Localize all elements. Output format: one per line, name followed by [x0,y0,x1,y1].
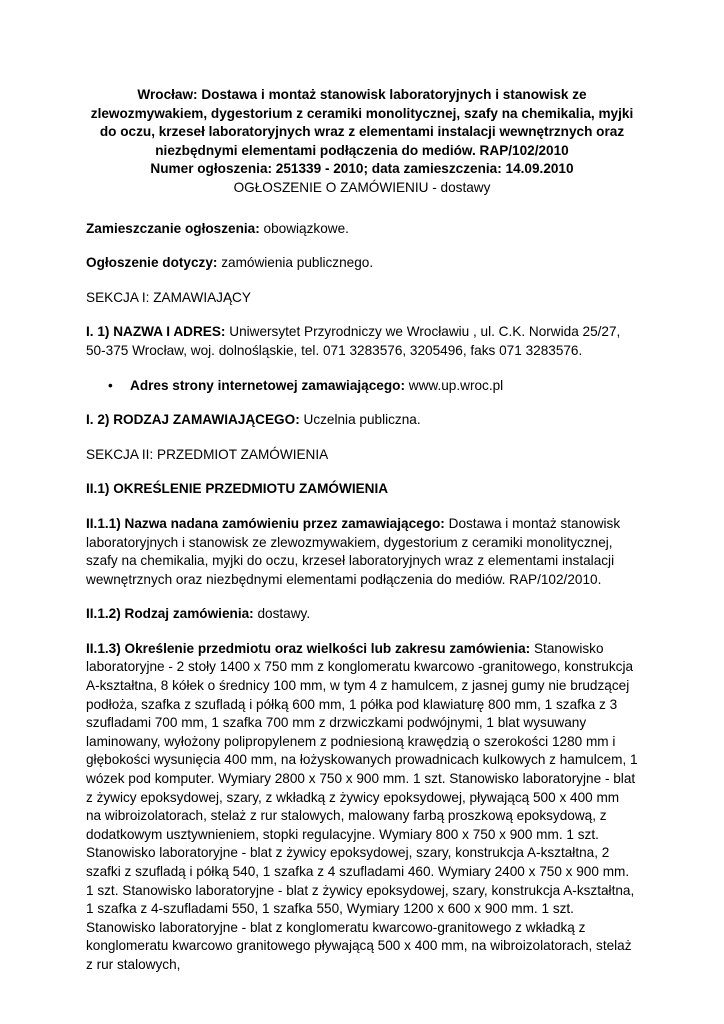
order-name-field [86,515,638,589]
website-label: Adres strony internetowej zamawiającego: [130,377,405,393]
order-scope-field [86,640,638,975]
website-value[interactable]: www.up.wroc.pl [404,377,504,393]
subject-heading [86,480,638,499]
website-item [86,377,638,396]
document-header [86,86,638,198]
order-type-field [86,605,638,624]
order-scope-label: II.1.3) Określenie przedmiotu oraz wielkości lub zakresu zamówienia: [86,640,531,656]
subject-heading-text: II.1) OKREŚLENIE PRZEDMIOTU ZAMÓWIENIA [86,481,389,497]
concerns-value: zamówienia publicznego. [217,255,374,271]
concerns-field [86,254,638,273]
section-1-heading: SEKCJA I: ZAMAWIAJĄCY [86,289,251,305]
buyer-type-label: I. 2) RODZAJ ZAMAWIAJĄCEGO: [86,412,300,428]
name-address-label: I. 1) NAZWA I ADRES: [86,324,226,340]
order-type-value: dostawy. [253,606,311,622]
buyer-type-value: Uczelnia publiczna. [299,412,421,428]
concerns-label: Ogłoszenie dotyczy: [86,255,218,271]
section-2-heading: SEKCJA II: PRZEDMIOT ZAMÓWIENIA [86,446,329,462]
notice-number: Numer ogłoszenia: 251339 - 2010; data zamieszczenia: 14.09.2010 [150,161,574,177]
order-name-value: Dostawa i montaż stanowisk laboratoryjnych i stanowisk ze zlewozmywakiem, dygestorium z ceramiki monolitycznej, szafy na chemikalia, myjki do oczu, krzeseł laboratoryjnych wraz z elementami instalacji wewnętrznych oraz niezbędnymi elementami podłączenia do mediów. RAP/102/2010. [86,515,621,587]
name-address-value: Uniwersytet Przyrodniczy we Wrocławiu , ul. C.K. Norwida 25/27, 50-375 Wrocław, woj. dolnośląskie, tel. 071 3283576, 3205496, faks 071 3283576. [86,324,621,358]
notice-type: OGŁOSZENIE O ZAMÓWIENIU - dostawy [233,179,491,195]
buyer-type-field [86,411,638,430]
name-address-field [86,323,638,360]
order-type-label: II.1.2) Rodzaj zamówienia: [86,606,254,622]
publication-value: obowiązkowe. [259,220,349,236]
order-name-label: II.1.1) Nazwa nadana zamówieniu przez zamawiającego: [86,515,445,531]
publication-label: Zamieszczanie ogłoszenia: [86,220,260,236]
website-list [86,377,638,396]
publication-field [86,220,638,239]
document-title: Wrocław: Dostawa i montaż stanowisk laboratoryjnych i stanowisk ze zlewozmywakiem, dygestorium z ceramiki monolitycznej, szafy na chemikalia, myjki do oczu, krzeseł laboratoryjnych wraz z elementami instalacji wewnętrznych oraz niezbędnymi elementami podłączenia do mediów. RAP/102/2010 [90,87,634,158]
order-scope-value: Stanowisko laboratoryjne - 2 stoły 1400 x 750 mm z konglomeratu kwarcowo -granitowego, konstrukcja A-kształtna, 8 kółek o średnicy 100 mm, w tym 4 z hamulcem, z jasnej gumy nie brudzącej podłoża, szafka z szufladą i półką 600 mm, 1 półka pod klawiaturę 800 mm, 1 szafka z 3 szufladami 700 mm, 1 szafka 700 mm z drzwiczkami podwójnymi, 1 blat wysuwany laminowany, wyłożony polipropylenem z podniesioną krawędzią o szerokości 1280 mm i głębokości wysunięcia 400 mm, na łożyskowanych prowadnicach kulkowych z hamulcem, 1 wózek pod komputer. Wymiary 2800 x 750 x 900 mm. 1 szt. Stanowisko laboratoryjne - blat z żywicy epoksydowej, szary, z wkładką z żywicy epoksydowej, pływającą 500 x 400 mm na wibroizolatorach, stelaż z rur stalowych, malowany farbą proszkową epoksydową, z dodatkowym usztywnieniem, stopki regulacyjne. Wymiary 800 x 750 x 900 mm. 1 szt. Stanowisko laboratoryjne - blat z żywicy epoksydowej, szary, konstrukcja A-kształtna, 2 szafki z szufladą i półką 540, 1 szafka z 4 szufladami 460. Wymiary 2400 x 750 x 900 mm. 1 szt. Stanowisko laboratoryjne - blat z żywicy epoksydowej, szary, konstrukcja A-kształtna, 1 szafka z 4-szufladami 550, 1 szafka 550, Wymiary 1200 x 600 x 900 mm. 1 szt. Stanowisko laboratoryjne - blat z konglomeratu kwarcowo-granitowego z wkładką z konglomeratu kwarcowo granitowego pływającą 500 x 400 mm, na wibroizolatorach, stelaż z rur stalowych, [86,640,638,972]
